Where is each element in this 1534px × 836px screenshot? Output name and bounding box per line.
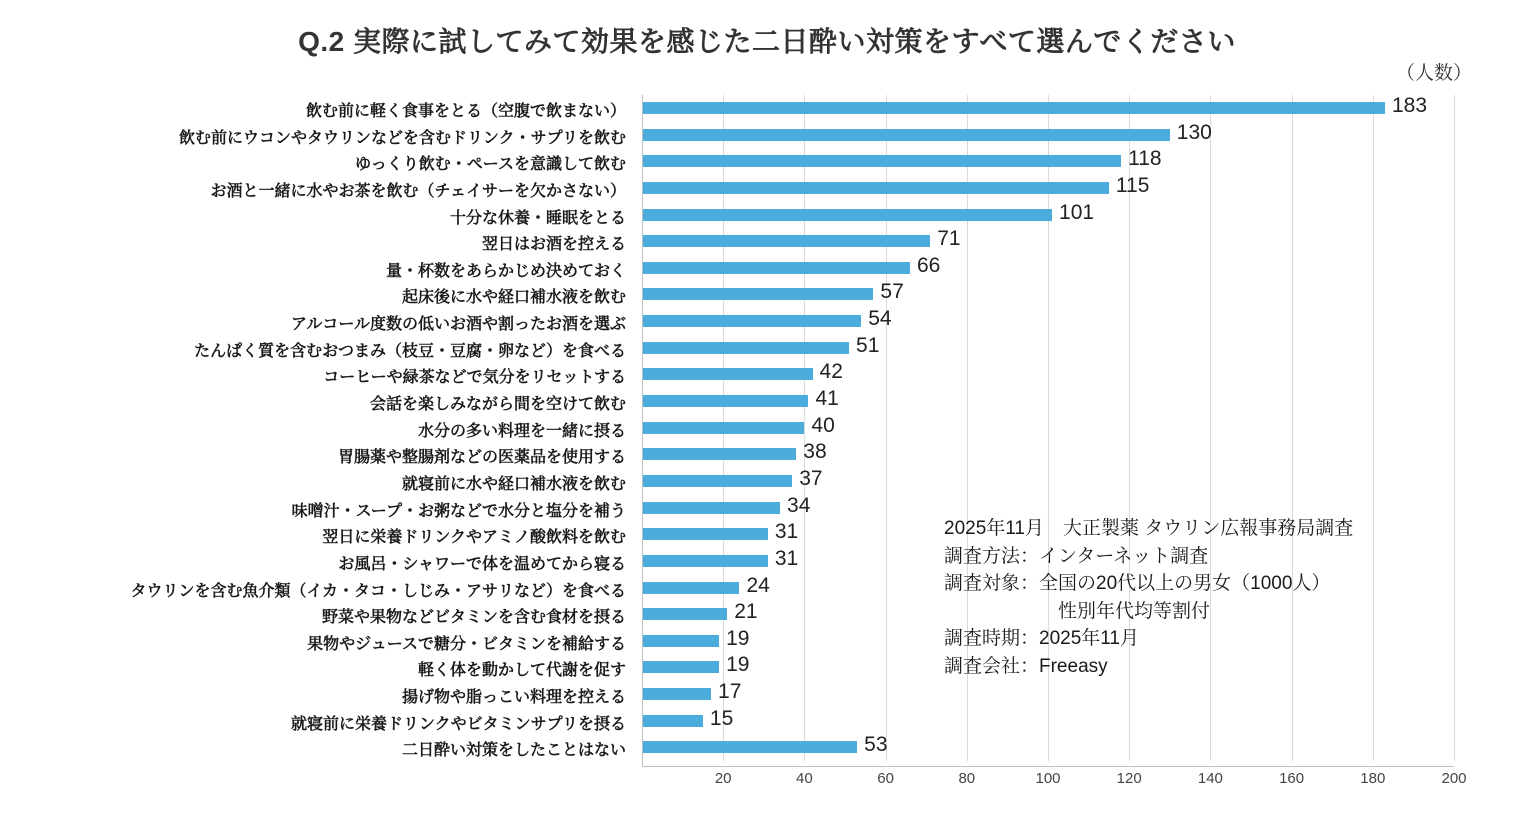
bar [642, 129, 1170, 141]
category-label: 揚げ物や脂っこい料理を控える [401, 689, 626, 707]
category-label: 果物やジュースで糖分・ビタミンを補給する [307, 635, 626, 653]
bar [642, 235, 930, 247]
category-label: お酒と一緒に水やお茶を飲む（チェイサーを欠かさない） [210, 182, 626, 200]
category-label: 二日酔い対策をしたことはない [401, 742, 626, 760]
bar-value-label: 21 [734, 600, 758, 624]
bar-value-label: 38 [803, 440, 827, 464]
bar [642, 315, 861, 327]
bar-value-label: 115 [1115, 173, 1150, 197]
category-axis-labels [0, 95, 634, 761]
bar-row [642, 228, 1454, 254]
category-label: 飲む前に軽く食事をとる（空腹で飲まない） [305, 103, 626, 120]
category-label: アルコール度数の低いお酒や割ったお酒を選ぶ [290, 316, 626, 334]
x-tick-label: 200 [1441, 770, 1467, 787]
bar [642, 555, 768, 567]
category-label: ゆっくり飲む・ペースを意識して飲む [354, 156, 626, 174]
bar [642, 262, 910, 274]
bar [642, 582, 739, 594]
bar-value-label: 101 [1059, 200, 1095, 224]
bar [642, 475, 792, 487]
bar [642, 502, 780, 514]
x-tick-label: 140 [1197, 770, 1223, 787]
x-tick-label: 180 [1360, 770, 1386, 787]
bar-row [642, 148, 1454, 174]
bar-row [642, 175, 1454, 201]
y-axis-line [642, 95, 643, 766]
bar [642, 608, 727, 620]
bar-row [642, 415, 1454, 441]
bar-row [642, 202, 1454, 228]
category-label: たんぱく質を含むおつまみ（枝豆・豆腐・卵など）を食べる [194, 342, 626, 360]
x-axis-tick-labels [642, 770, 1467, 794]
category-label: 飲む前にウコンやタウリンなどを含むドリンク・サプリを飲む [178, 129, 626, 147]
survey-note-line: 調査方法：インターネット調査 [944, 545, 1209, 567]
x-tick-label: 60 [877, 770, 894, 787]
category-label: タウリンを含む魚介類（イカ・タコ・しじみ・アサリなど）を食べる [130, 582, 626, 600]
bar-value-label: 118 [1128, 147, 1162, 171]
bar-row [642, 388, 1454, 414]
bar-value-label: 51 [856, 333, 880, 357]
bar-row [642, 441, 1454, 467]
x-tick-label: 80 [958, 770, 976, 787]
survey-note-line: 性別年代均等割付 [944, 600, 1211, 622]
bar-row [642, 734, 1454, 760]
bar-value-label: 17 [718, 680, 742, 704]
x-axis-line [642, 766, 1454, 767]
category-label: 就寝前に水や経口補水液を飲む [401, 475, 626, 493]
category-label: 野菜や果物などビタミンを含む食材を摂る [321, 609, 626, 627]
category-label: 量・杯数をあらかじめ決めておく [385, 262, 626, 280]
bar-row [642, 708, 1454, 734]
bar-value-label: 66 [916, 253, 941, 277]
bar [642, 155, 1121, 167]
bar-value-label: 34 [787, 493, 811, 517]
bar-row [642, 281, 1454, 307]
category-label: 味噌汁・スープ・お粥などで水分と塩分を補う [291, 502, 626, 520]
bar [642, 741, 857, 753]
bar-row [642, 122, 1454, 148]
bar [642, 368, 813, 380]
bar [642, 635, 719, 647]
x-tick-label: 20 [714, 770, 732, 787]
bar-value-label: 57 [880, 280, 904, 304]
category-label: お風呂・シャワーで体を温めてから寝る [338, 555, 626, 573]
bar [642, 448, 796, 460]
bar-row [642, 468, 1454, 494]
category-label: 水分の多い料理を一緒に摂る [417, 422, 626, 440]
category-label: 会話を楽しみながら間を空けて飲む [369, 396, 626, 414]
bar [642, 288, 873, 300]
bar-row [642, 335, 1454, 361]
category-label: 胃腸薬や整腸剤などの医薬品を使用する [337, 449, 626, 467]
bar-value-label: 53 [864, 733, 888, 757]
bar [642, 688, 711, 700]
bar-value-label: 19 [726, 653, 750, 677]
bar-value-label: 41 [815, 387, 839, 411]
survey-note-line: 調査会社：Freeasy [944, 655, 1108, 677]
bar-value-label: 15 [709, 706, 734, 730]
bar-row [642, 255, 1454, 281]
bar [642, 661, 719, 673]
bar [642, 422, 804, 434]
bar [642, 342, 849, 354]
bar-value-label: 19 [726, 626, 750, 650]
unit-label: （人数） [1395, 63, 1472, 84]
bar-value-label: 24 [746, 573, 770, 597]
survey-note-line: 調査時期：2025年11月 [944, 628, 1139, 650]
page-title: Q.2 実際に試してみて効果を感じた二日酔い対策をすべて選んでください [298, 26, 1236, 57]
category-label: コーヒーや緑茶などで気分をリセットする [323, 369, 626, 387]
x-tick-label: 100 [1035, 770, 1061, 787]
bar [642, 395, 808, 407]
bar [642, 528, 768, 540]
bar-value-label: 40 [811, 413, 835, 437]
bar-value-label: 31 [774, 546, 799, 570]
bar-value-label: 42 [819, 360, 843, 384]
category-label: 就寝前に栄養ドリンクやビタミンサプリを摂る [290, 715, 626, 733]
bar-row [642, 308, 1454, 334]
bar-value-label: 37 [799, 466, 823, 490]
bar [642, 102, 1385, 114]
bar-value-label: 71 [937, 227, 961, 251]
x-tick-label: 120 [1116, 770, 1142, 787]
bar [642, 715, 703, 727]
bar-value-label: 54 [868, 307, 892, 331]
x-tick-label: 40 [796, 770, 813, 787]
bar-row [642, 361, 1454, 387]
category-label: 翌日はお酒を控える [481, 236, 626, 254]
bar [642, 209, 1052, 221]
bar-row [642, 681, 1454, 707]
survey-note-line: 2025年11月 大正製薬 タウリン広報事務局調査 [944, 518, 1354, 539]
bar-row [642, 95, 1454, 121]
category-label: 起床後に水や経口補水液を飲む [401, 289, 626, 307]
category-label: 十分な休養・睡眠をとる [449, 209, 626, 227]
bar-value-label: 183 [1391, 94, 1428, 117]
category-label: 軽く体を動かして代謝を促す [417, 662, 626, 680]
bar [642, 182, 1109, 194]
bar-value-label: 31 [774, 520, 799, 544]
bar-value-label: 130 [1176, 120, 1212, 144]
survey-note [944, 515, 1353, 680]
gridline [1454, 95, 1455, 761]
survey-note-line: 調査対象：全国の20代以上の男女（1000人） [944, 573, 1331, 595]
x-tick-label: 160 [1279, 770, 1305, 787]
category-label: 翌日に栄養ドリンクやアミノ酸飲料を飲む [322, 529, 626, 547]
